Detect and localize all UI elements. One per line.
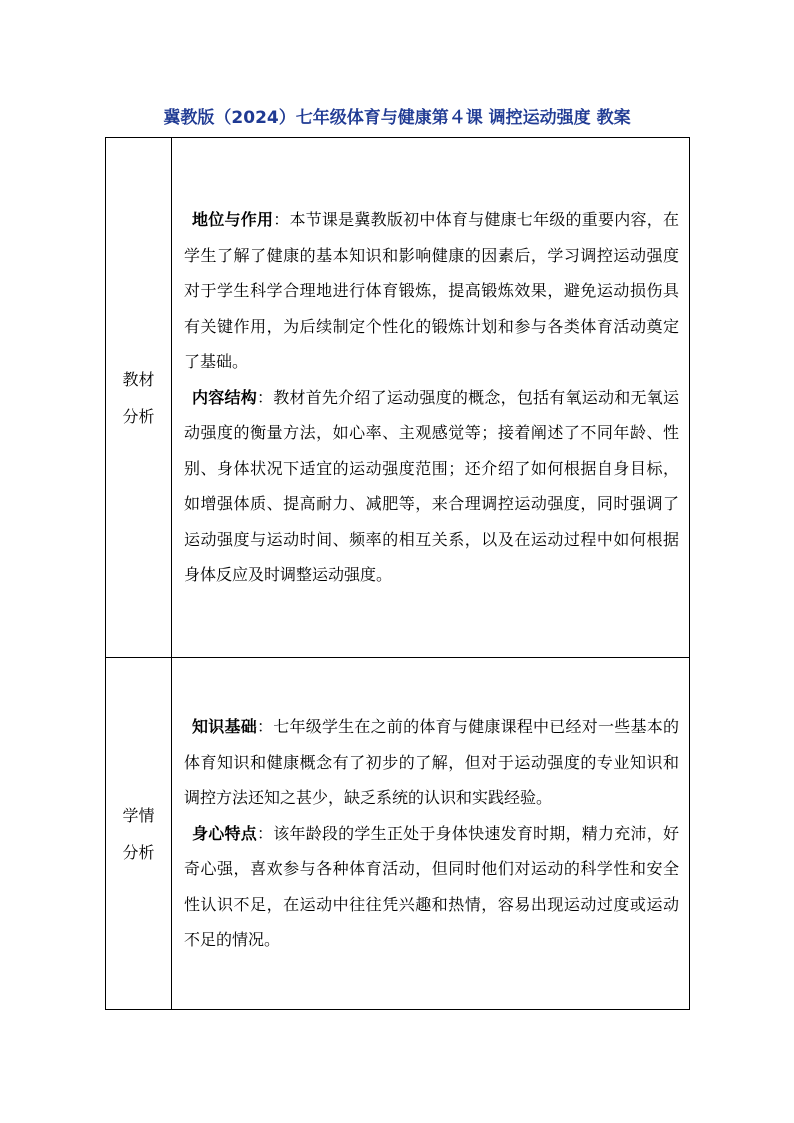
lesson-plan-table [105, 137, 690, 1010]
paragraph-body: 该年龄段的学生正处于身体快速发育时期，精力充沛，好奇心强，喜欢参与各种体育活动，但同时他们对运动的科学性和安全性认识不足，在运动中往往凭兴趣和热情，容易出现运动过度或运动不足的情况。 [184, 823, 679, 950]
paragraph-separator: ： [256, 387, 274, 407]
paragraph-heading: 地位与作用 [192, 210, 274, 230]
row-label-student-analysis [106, 658, 172, 1010]
paragraph-heading: 知识基础 [192, 717, 257, 737]
row-content-textbook-analysis [172, 138, 690, 658]
document-title: 冀教版（2024）七年级体育与健康第４课 调控运动强度 教案 [163, 108, 631, 128]
row-label-line: 教材 [122, 369, 155, 389]
table-row-student-analysis [106, 658, 690, 1010]
paragraph-physical-mental-traits [184, 816, 679, 958]
paragraph-separator: ： [256, 823, 274, 843]
row-content-student-analysis [172, 658, 690, 1010]
paragraph-content-structure [184, 380, 679, 593]
row-label-line: 学情 [122, 805, 155, 825]
paragraph-role-and-status [184, 202, 679, 380]
paragraph-separator: ： [256, 717, 274, 737]
row-label-line: 分析 [122, 842, 155, 862]
paragraph-heading: 身心特点 [192, 823, 257, 843]
paragraph-heading: 内容结构 [192, 387, 257, 407]
paragraph-body: 七年级学生在之前的体育与健康课程中已经对一些基本的体育知识和健康概念有了初步的了解，但对于运动强度的专业知识和调控方法还知之甚少，缺乏系统的认识和实践经验。 [184, 717, 679, 808]
row-label-textbook-analysis [106, 138, 172, 658]
row-label-line: 分析 [122, 406, 155, 426]
paragraph-knowledge-base [184, 709, 679, 816]
paragraph-separator: ： [273, 210, 290, 230]
paragraph-body: 本节课是冀教版初中体育与健康七年级的重要内容，在学生了解了健康的基本知识和影响健康的因素后，学习调控运动强度对于学生科学合理地进行体育锻炼，提高锻炼效果，避免运动损伤具有关键作用，为后续制定个性化的锻炼计划和参与各类体育活动奠定了基础。 [184, 210, 679, 372]
table-row-textbook-analysis [106, 138, 690, 658]
paragraph-body: 教材首先介绍了运动强度的概念，包括有氧运动和无氧运动强度的衡量方法，如心率、主观感觉等；接着阐述了不同年龄、性别、身体状况下适宜的运动强度范围；还介绍了如何根据自身目标，如增强体质、提高耐力、减肥等，来合理调控运动强度，同时强调了运动强度与运动时间、频率的相互关系，以及在运动过程中如何根据身体反应及时调整运动强度。 [184, 387, 679, 585]
